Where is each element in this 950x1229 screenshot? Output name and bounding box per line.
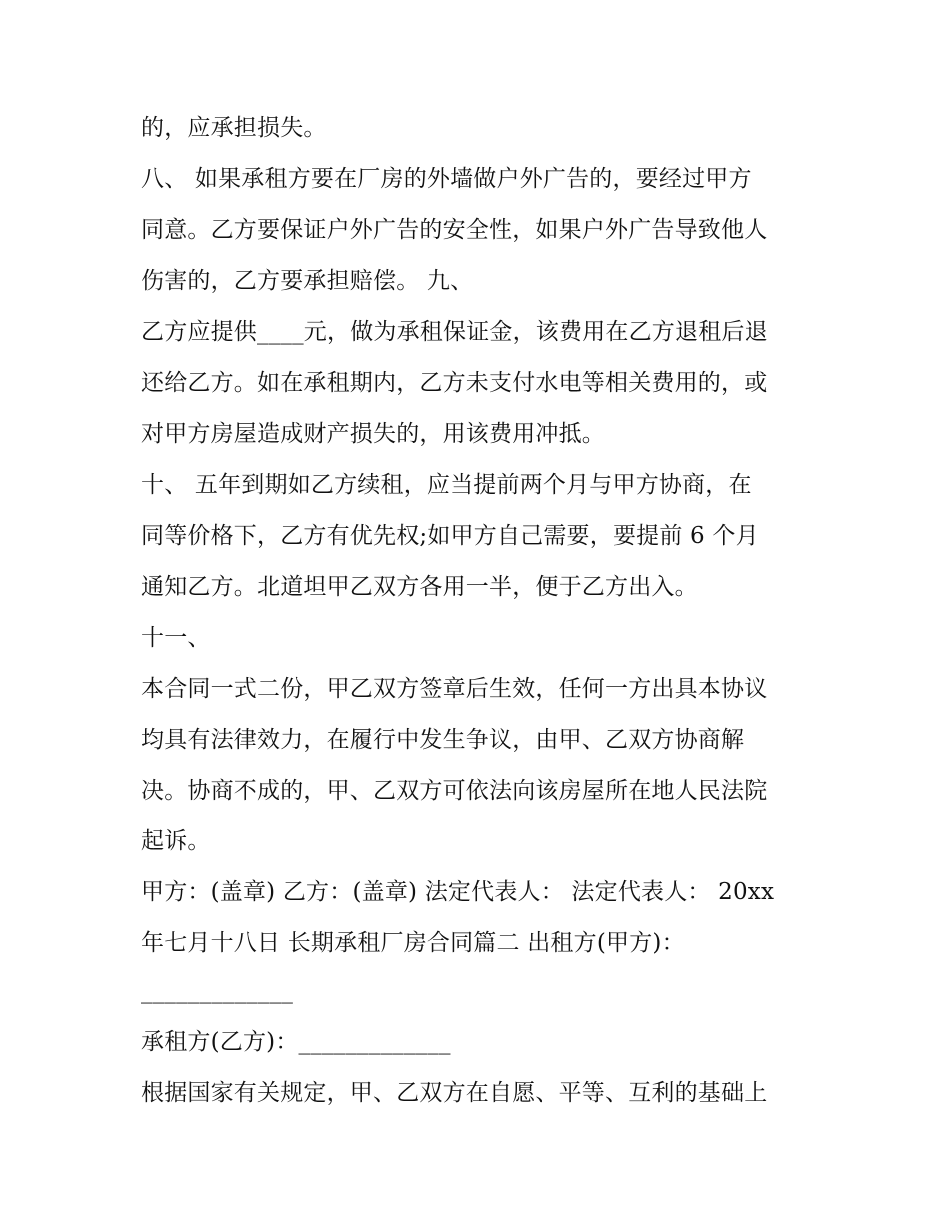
text-line: 同意。乙方要保证户外广告的安全性，如果户外广告导致他人 — [141, 217, 768, 243]
text-line: 通知乙方。北道坦甲乙双方各用一半，便于乙方出入。 — [141, 574, 698, 600]
text-line: 十一、 — [141, 625, 211, 651]
text-line: 还给乙方。如在承租期内，乙方未支付水电等相关费用的，或 — [141, 370, 768, 396]
text-line: 本合同一式二份，甲乙双方签章后生效，任何一方出具本协议 — [141, 676, 768, 702]
signature-blank: _____________ — [141, 978, 294, 1004]
text-line: 乙方应提供____元，做为承租保证金，该费用在乙方退租后退 — [141, 319, 768, 345]
text-line: 对甲方房屋造成财产损失的，用该费用冲抵。 — [141, 421, 605, 447]
text-line: 十、 五年到期如乙方续租，应当提前两个月与甲方协商，在 — [141, 472, 752, 498]
text-line: 均具有法律效力，在履行中发生争议，由甲、乙双方协商解 — [141, 727, 745, 753]
text-line: 根据国家有关规定，甲、乙双方在自愿、平等、互利的基础上 — [141, 1080, 768, 1106]
text-line: 决。协商不成的，甲、乙双方可依法向该房屋所在地人民法院 — [141, 778, 768, 804]
text-line: 伤害的，乙方要承担赔偿。 九、 — [141, 268, 474, 294]
text-line: 同等价格下，乙方有优先权;如甲方自己需要，要提前 6 个月 — [141, 523, 759, 549]
text-line: 起诉。 — [141, 828, 211, 854]
text-line: 年七月十八日 长期承租厂房合同篇二 出租方(甲方)： — [141, 930, 685, 956]
text-line: 甲方：(盖章) 乙方：(盖章) 法定代表人： 法定代表人： 20xx — [141, 879, 775, 905]
text-line: 八、 如果承租方要在厂房的外墙做户外广告的，要经过甲方 — [141, 166, 752, 192]
text-line: 的，应承担损失。 — [141, 115, 327, 141]
text-line: 承租方(乙方)：_____________ — [141, 1029, 451, 1055]
